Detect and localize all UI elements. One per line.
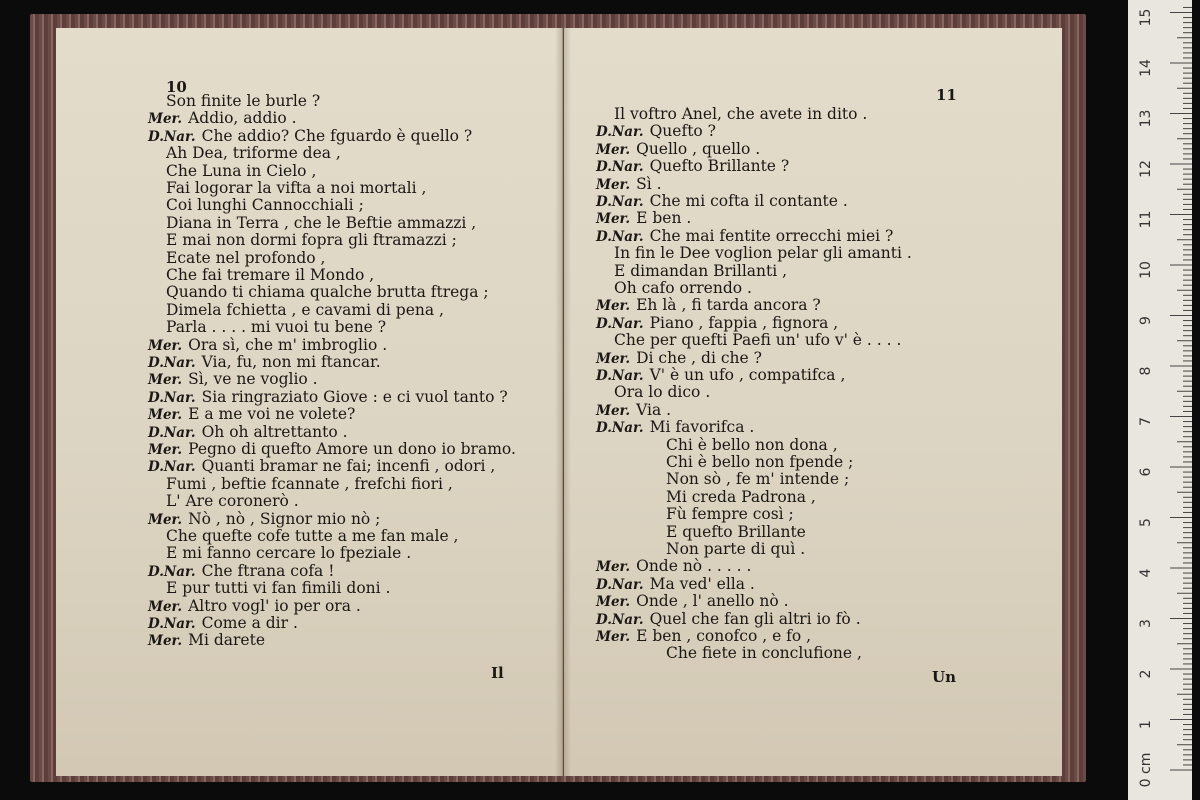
line-text: E mai non dormi fopra gli ftramazzi ; [166,231,457,250]
line-text: Mi favorifca . [649,418,755,437]
text-line [148,440,516,459]
ruler-label: 4 [1138,568,1154,578]
line-text: Che mai fentite orrecchi miei ? [649,226,894,245]
text-line [148,510,380,529]
line-text: Fumi , beftie fcannate , frefchi fiori , [166,474,453,493]
text-line [166,492,299,510]
text-line [666,540,805,558]
line-text: Sì, ve ne voglio . [188,370,318,389]
line-text: Quel che fan gli altri io fò . [649,609,861,628]
text-line [666,505,794,523]
speaker-name: Mer. [148,442,183,458]
line-text: Via, fu, non mi ftancar. [201,353,381,371]
text-line [166,144,341,162]
ruler-label: 6 [1138,467,1154,477]
text-line [166,214,476,232]
text-line [596,349,762,368]
line-text: Ecate nel profondo , [166,248,326,267]
text-line [596,122,716,141]
line-text: Son finite le burle ? [166,92,321,110]
speaker-name: Mer. [148,372,183,389]
line-text: Oh cafo orrendo . [614,279,752,297]
ruler-unit-label: 0 cm [1138,752,1154,788]
line-text: E mi fanno cercare lo fpeziale . [166,544,412,563]
text-line [166,196,364,214]
line-text: E a me voi ne volete? [188,405,356,424]
speaker-name: Mer. [148,337,183,354]
ruler-label: 12 [1138,160,1154,178]
line-text: Chi è bello non fpende ; [666,453,854,471]
speaker-name: Mer. [596,298,631,315]
text-line [596,401,671,420]
speaker-name: D.Nar. [596,368,644,384]
line-text: E quefto Brillante [666,522,806,541]
speaker-name: D.Nar. [148,389,196,406]
speaker-name: Mer. [596,141,631,158]
line-text: Quello , quello . [636,139,761,158]
text-line [596,418,754,437]
text-line [148,336,387,355]
speaker-name: Mer. [148,598,183,615]
line-text: Coi lunghi Cannocchiali ; [166,196,364,215]
left-page [56,28,563,776]
speaker-name: D.Nar. [148,459,196,476]
text-line [148,127,472,146]
line-text: E ben . [636,209,692,228]
line-text: Quefto Brillante ? [649,157,790,176]
line-text: Il voftro Anel, che avete in dito . [614,105,868,123]
catchword: Un [932,668,956,686]
speaker-name: D.Nar. [148,616,196,632]
text-line [596,227,893,246]
text-line [596,140,760,159]
line-text: Dimela fchietta , e cavami di pena , [166,300,444,319]
measuring-ruler [1128,0,1192,800]
ruler-label: 1 [1138,720,1154,729]
line-text: Piano , fappia , fignora , [649,313,839,332]
line-text: Ora lo dico . [614,383,711,402]
text-line [148,597,361,616]
text-line [666,644,862,662]
ruler-label: 8 [1138,366,1154,376]
line-text: Altro vogl' io per ora . [188,596,361,615]
line-text: Che mi cofta il contante . [649,192,848,210]
text-line [596,296,821,315]
text-line [148,353,381,372]
speaker-name: Mer. [596,629,631,645]
line-text: Via . [636,400,672,419]
line-text: Nò , nò , Signor mio nò ; [188,509,381,528]
speaker-name: D.Nar. [596,194,644,210]
text-line [666,436,838,454]
text-line [148,423,348,442]
text-line [614,262,787,280]
speaker-name: D.Nar. [596,124,644,141]
text-line [166,231,457,249]
ruler-label: 14 [1138,59,1154,77]
ruler-label: 10 [1138,261,1154,279]
speaker-name: D.Nar. [596,228,644,245]
text-line [596,366,845,385]
line-text: Ah Dea, triforme dea , [166,144,341,163]
line-text: Addio, addio . [188,109,297,128]
speaker-name: D.Nar. [148,563,196,580]
text-line [166,249,325,267]
text-line [666,453,853,471]
speaker-name: D.Nar. [148,128,196,145]
text-line [596,592,789,611]
speaker-name: Mer. [148,511,183,528]
text-line [596,575,755,594]
book-gutter [555,28,571,776]
page-number: 10 [166,78,187,96]
speaker-name: Mer. [596,559,631,576]
right-page [564,28,1062,776]
page-number: 11 [936,86,957,104]
line-text: E dimandan Brillanti , [614,261,788,280]
text-line [166,579,390,597]
text-line [666,470,849,488]
line-text: Diana in Terra , che le Beftie ammazzi , [166,213,477,232]
line-text: Che quefte cofe tutte a me fan male , [166,527,459,545]
speaker-name: D.Nar. [596,611,644,628]
line-text: Che fai tremare il Mondo , [166,266,375,284]
line-text: Mi darete [188,631,266,650]
line-text: L' Are coronerò . [166,492,299,511]
speaker-name: Mer. [148,111,183,128]
line-text: Non sò , fe m' intende ; [666,470,850,489]
text-line [166,475,453,493]
speaker-name: Mer. [596,350,631,367]
text-line [614,244,912,262]
text-line [596,557,751,576]
line-text: Che Luna in Cielo , [166,161,317,180]
speaker-name: Mer. [596,402,631,419]
speaker-name: Mer. [596,211,631,228]
text-line [148,405,355,424]
ruler-label: 7 [1138,417,1154,426]
catchword: Il [491,664,504,682]
text-line [148,562,334,581]
ruler-label: 11 [1138,210,1154,229]
line-text: V' è un ufo , compatifca , [649,366,846,384]
speaker-name: D.Nar. [148,424,196,441]
text-line [166,318,386,336]
text-line [166,266,374,284]
text-line [666,488,816,506]
line-text: Che per quefti Paefi un' ufo v' è . . . . [614,331,902,350]
text-line [596,627,811,646]
speaker-name: Mer. [596,176,631,193]
line-text: Pegno di quefto Amore un dono io bramo. [188,440,516,458]
ruler-label: 13 [1138,109,1154,128]
speaker-name: D.Nar. [596,315,644,332]
ruler-label: 2 [1138,669,1154,679]
text-line [166,92,320,110]
line-text: Di che , di che ? [636,348,762,367]
speaker-name: D.Nar. [596,420,644,437]
line-text: Onde , l' anello nò . [636,592,789,611]
speaker-name: Mer. [148,407,183,424]
line-text: Non parte di quì . [666,540,806,558]
line-text: Onde nò . . . . . [636,557,752,576]
line-text: E ben , conofco , e fo , [636,627,812,645]
ruler-label: 15 [1138,8,1154,27]
text-line [614,331,901,349]
text-line [614,105,867,123]
line-text: Che fiete in conclufione , [666,644,862,663]
line-text: Che ftrana cofa ! [201,561,335,580]
line-text: Quando ti chiama qualche brutta ftrega ; [166,283,489,302]
ruler-label: 9 [1138,316,1154,325]
line-text: In fin le Dee voglion pelar gli amanti . [614,244,912,263]
line-text: Quefto ? [649,122,716,141]
speaker-name: Mer. [148,633,183,650]
text-line [166,527,458,545]
text-line [666,523,806,541]
text-line [596,610,861,629]
line-text: Ma ved' ella . [649,574,755,593]
text-line [166,544,411,562]
text-line [148,388,508,407]
text-line [166,179,426,197]
line-text: Che addio? Che fguardo è quello ? [201,126,473,145]
text-line [148,457,495,476]
text-line [596,209,691,228]
text-line [148,370,318,389]
ruler-label: 5 [1138,518,1154,527]
line-text: Mi creda Padrona , [666,487,816,506]
text-line [614,279,752,297]
text-line [596,175,662,194]
line-text: Fù fempre così ; [666,505,794,524]
speaker-name: D.Nar. [596,576,644,593]
text-line [166,283,489,301]
text-line [148,614,298,633]
line-text: Ora sì, che m' imbroglio . [188,335,388,354]
text-line [614,383,710,401]
line-text: Come a dir . [201,614,298,632]
line-text: Parla . . . . mi vuoi tu bene ? [166,318,387,337]
text-line [148,631,265,650]
line-text: Eh là , fi tarda ancora ? [636,296,821,315]
text-line [166,301,444,319]
speaker-name: D.Nar. [148,355,196,371]
line-text: E pur tutti vi fan fimili doni . [166,579,391,598]
text-line [596,157,789,176]
speaker-name: Mer. [596,594,631,611]
line-text: Sì . [636,174,662,193]
text-line [596,314,838,333]
line-text: Oh oh altrettanto . [201,422,348,441]
line-text: Fai logorar la vifta a noi mortali , [166,179,427,197]
ruler-label: 3 [1138,619,1154,628]
text-line [596,192,848,211]
line-text: Chi è bello non dona , [666,435,838,454]
text-line [166,162,316,180]
ruler-scale [1128,0,1192,800]
line-text: Sia ringraziato Giove : e ci vuol tanto ? [201,387,508,406]
speaker-name: D.Nar. [596,159,644,176]
text-line [148,109,297,128]
line-text: Quanti bramar ne fai; incenfi , odori , [201,457,496,476]
